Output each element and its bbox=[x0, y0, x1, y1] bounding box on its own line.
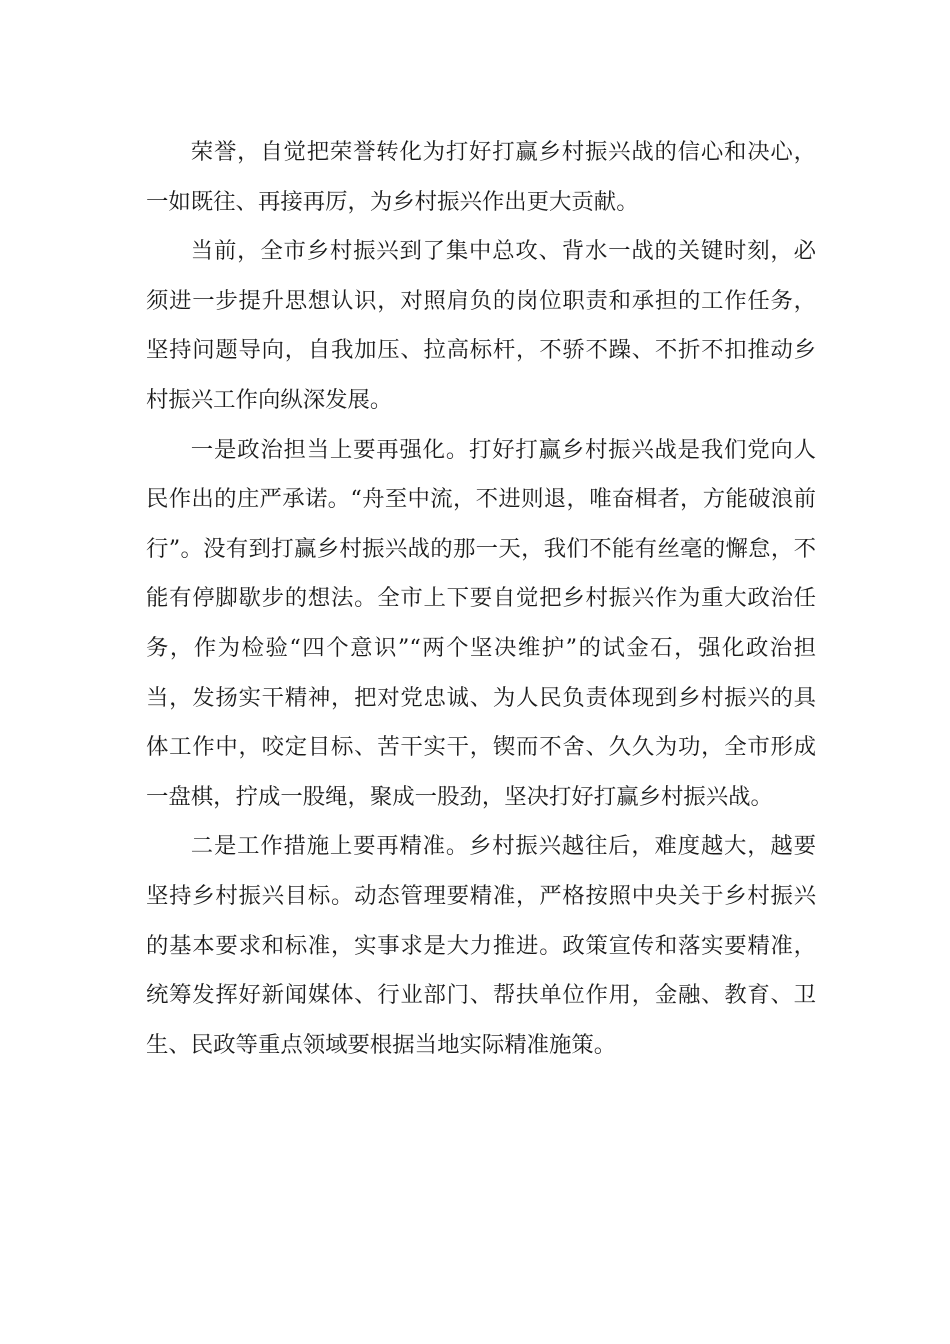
paragraph-2: 当前，全市乡村振兴到了集中总攻、背水一战的关键时刻，必须进一步提升思想认识，对照肩负的岗位职责和承担的工作任务，坚持问题导向，自我加压、拉高标杆，不骄不躁、不折不扣推动乡村振兴工作向纵深发展。 bbox=[146, 238, 816, 413]
paragraph-1: 荣誉，自觉把荣誉转化为打好打赢乡村振兴战的信心和决心，一如既往、再接再厉，为乡村振兴作出更大贡献。 bbox=[146, 139, 816, 215]
document-body bbox=[146, 128, 816, 1070]
paragraph-3: 一是政治担当上要再强化。打好打赢乡村振兴战是我们党向人民作出的庄严承诺。“舟至中流，不进则退，唯奋楫者，方能破浪前行”。没有到打赢乡村振兴战的那一天，我们不能有丝毫的懈怠，不能有停脚歇步的想法。全市上下要自觉把乡村振兴作为重大政治任务，作为检验“四个意识”“两个坚决维护”的试金石，强化政治担当，发扬实干精神，把对党忠诚、为人民负责体现到乡村振兴的具体工作中，咬定目标、苦干实干，锲而不舍、久久为功，全市形成一盘棋，拧成一股绳，聚成一股劲，坚决打好打赢乡村振兴战。 bbox=[146, 436, 816, 810]
paragraph-4: 二是工作措施上要再精准。乡村振兴越往后，难度越大，越要坚持乡村振兴目标。动态管理要精准，严格按照中央关于乡村振兴的基本要求和标准，实事求是大力推进。政策宣传和落实要精准，统筹发挥好新闻媒体、行业部门、帮扶单位作用，金融、教育、卫生、民政等重点领域要根据当地实际精准施策。 bbox=[146, 833, 816, 1058]
